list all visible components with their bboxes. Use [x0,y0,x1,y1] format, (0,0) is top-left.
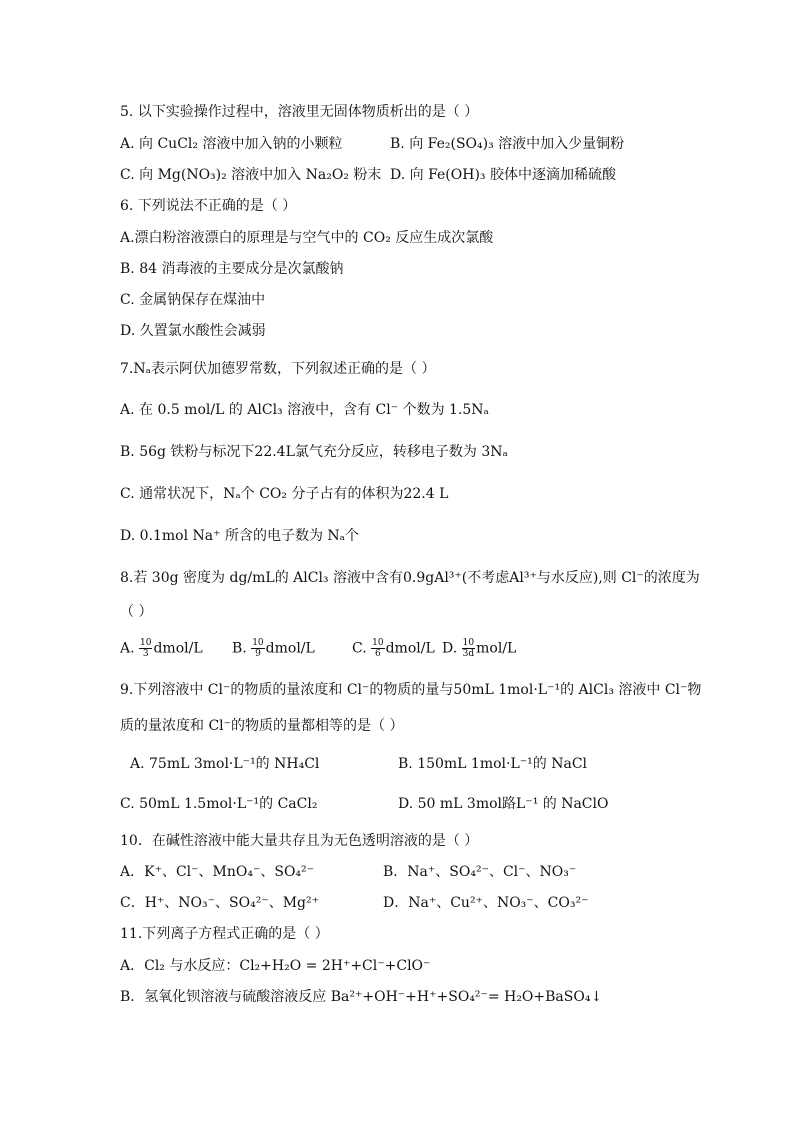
option-unit: dmol/L [153,640,203,657]
q7-option-a: A. 在 0.5 mol/L 的 AlCl₃ 溶液中，含有 Cl⁻ 个数为 1.5Nₐ [120,402,489,418]
q8-blank: （ ） [120,604,153,620]
option-unit: mol/L [476,640,517,657]
q11-stem: 11.下列离子方程式正确的是（ ） [120,926,329,942]
q5-option-a: A. 向 CuCl₂ 溶液中加入钠的小颗粒 [120,136,343,152]
q8-option-b [232,638,315,659]
fraction-numerator: 10 [372,638,384,648]
q11-option-a: A．Cl₂ 与水反应：Cl₂+H₂O = 2H⁺+Cl⁻+ClO⁻ [120,958,431,974]
q9-stem-line2: 质的量浓度和 Cl⁻的物质的量都相等的是（ ） [120,718,404,734]
q11-option-b: B．氢氧化钡溶液与硫酸溶液反应 Ba²⁺+OH⁻+H⁺+SO₄²⁻= H₂O+BaSO₄↓ [120,989,603,1005]
q8-option-a [120,638,203,659]
q10-option-a: A．K⁺、Cl⁻、MnO₄⁻、SO₄²⁻ [120,864,315,880]
q6-option-a: A.漂白粉溶液漂白的原理是与空气中的 CO₂ 反应生成次氯酸 [120,230,494,246]
q6-option-c: C. 金属钠保存在煤油中 [120,292,266,308]
q6-option-b: B. 84 消毒液的主要成分是次氯酸钠 [120,261,344,277]
fraction-numerator: 10 [140,638,152,648]
option-unit: dmol/L [265,640,315,657]
q10-stem: 10．在碱性溶液中能大量共存且为无色透明溶液的是（ ） [120,833,479,849]
q7-option-c: C. 通常状况下，Nₐ个 CO₂ 分子占有的体积为22.4 L [120,486,449,502]
q8-stem: 8.若 30g 密度为 dg/mL的 AlCl₃ 溶液中含有0.9gAl³⁺(不考虑Al³⁺与水反应),则 Cl⁻的浓度为 [120,570,700,586]
q10-option-c: C．H⁺、NO₃⁻、SO₄²⁻、Mg²⁺ [120,895,320,911]
q6-stem: 6. 下列说法不正确的是（ ） [120,198,297,214]
option-label: D. [442,640,458,657]
q9-stem-line1: 9.下列溶液中 Cl⁻的物质的量浓度和 Cl⁻的物质的量与50mL 1mol·L⁻¹的 AlCl₃ 溶液中 Cl⁻物 [120,682,702,698]
q8-option-c [352,638,435,659]
q8-option-d [442,638,516,659]
fraction [371,638,384,659]
q10-option-b: B．Na⁺、SO₄²⁻、Cl⁻、NO₃⁻ [383,864,577,880]
fraction-denominator: 9 [255,649,261,659]
fraction-numerator: 10 [252,638,264,648]
fraction [139,638,152,659]
fraction-denominator: 6 [374,649,381,659]
q9-option-b: B. 150mL 1mol·L⁻¹的 NaCl [398,756,588,772]
q9-option-d: D. 50 mL 3mol路L⁻¹ 的 NaClO [398,796,609,812]
q7-option-b: B. 56g 铁粉与标况下22.4L氯气充分反应，转移电子数为 3Nₐ [120,444,508,460]
option-label: A. [120,640,135,657]
fraction-denominator: 3d [462,649,475,659]
q9-option-c: C. 50mL 1.5mol·L⁻¹的 CaCl₂ [120,796,318,812]
fraction-numerator: 10 [462,638,475,648]
q6-option-d: D. 久置氯水酸性会减弱 [120,323,266,339]
q7-option-d: D. 0.1mol Na⁺ 所含的电子数为 Nₐ个 [120,528,360,544]
option-label: B. [232,640,247,657]
fraction [462,638,476,659]
fraction [251,638,264,659]
q10-option-d: D．Na⁺、Cu²⁺、NO₃⁻、CO₃²⁻ [383,895,589,911]
q9-option-a: A. 75mL 3mol·L⁻¹的 NH₄Cl [130,756,320,772]
q5-option-d: D. 向 Fe(OH)₃ 胶体中逐滴加稀硫酸 [390,167,616,183]
fraction-denominator: 3 [142,649,149,659]
q7-stem: 7.Nₐ表示阿伏加德罗常数，下列叙述正确的是（ ） [120,361,436,377]
q5-option-c: C. 向 Mg(NO₃)₂ 溶液中加入 Na₂O₂ 粉末 [120,167,382,183]
q5-option-b: B. 向 Fe₂(SO₄)₃ 溶液中加入少量铜粉 [390,136,625,152]
option-unit: dmol/L [385,640,435,657]
q5-stem: 5. 以下实验操作过程中，溶液里无固体物质析出的是（ ） [120,104,479,120]
option-label: C. [352,640,367,657]
